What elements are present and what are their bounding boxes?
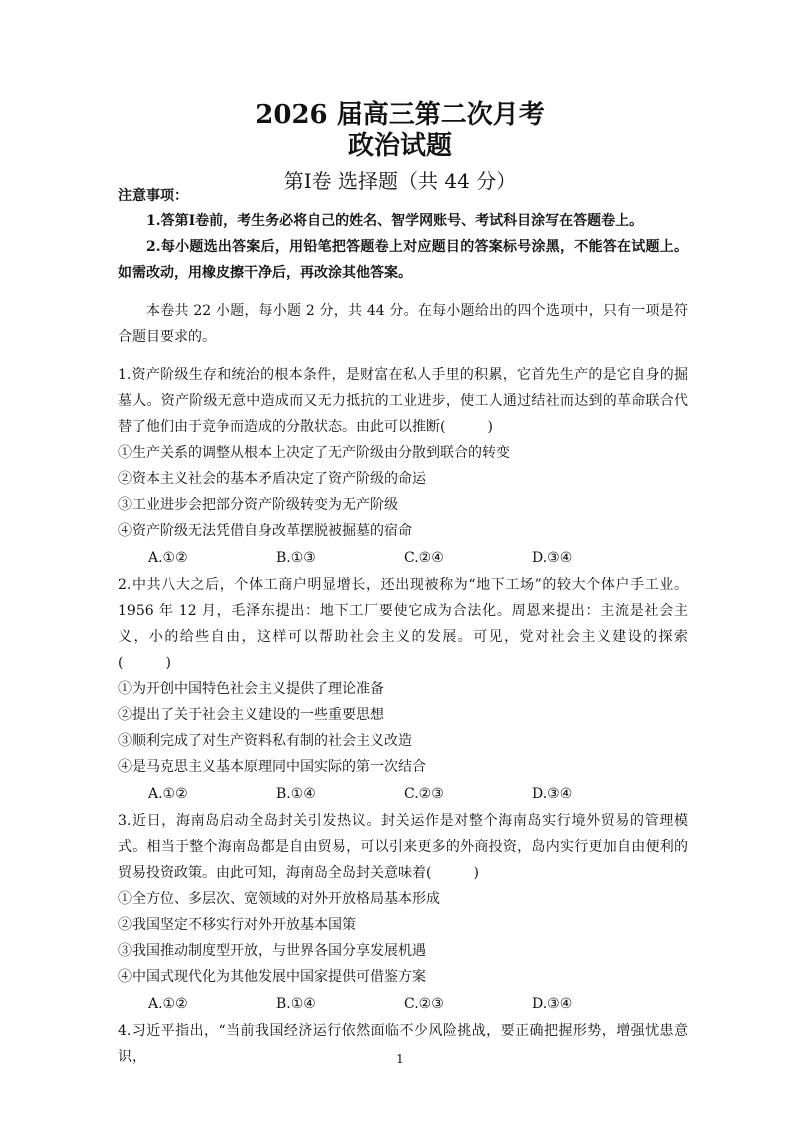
option-1: ①生产关系的调整从根本上决定了无产阶级由分散到联合的转变 — [118, 445, 510, 461]
option-2: ②我国坚定不移实行对外开放基本国策 — [118, 917, 356, 933]
question-stem: 1.资产阶级生存和统治的根本条件，是财富在私人手里的积累，它首先生产的是它自身的掘墓人。资产阶级无意中造成而又无力抵抗的工业进步，使工人通过结社而达到的革命联合代替了他们由于竞争而造成的分散状态。由此可以推断( ) — [118, 367, 688, 435]
choice-d: D.③④ — [532, 996, 573, 1012]
question-stem: 4.习近平指出，“当前我国经济运行依然面临不少风险挑战，要正确把握形势，增强忧患意识， — [118, 1023, 688, 1065]
answer-choices — [118, 990, 688, 1018]
option-4: ④中国式现代化为其他发展中国家提供可借鉴方案 — [118, 969, 426, 985]
notice-item: 2.每小题选出答案后，用铅笔把答题卷上对应题目的答案标号涂黑，不能答在试题上。如需改动，用橡皮擦干净后，再改涂其他答案。 — [118, 239, 688, 281]
subject-title: 政治试题 — [347, 131, 452, 161]
page-number: 1 — [396, 1052, 404, 1066]
instructions: 本卷共 22 小题，每小题 2 分，共 44 分。在每小题给出的四个选项中，只有一项是符合题目要求的。 — [118, 303, 688, 345]
choice-a: A.①② — [148, 550, 188, 566]
option-2: ②资本主义社会的基本矛盾决定了资产阶级的命运 — [118, 471, 426, 487]
option-1: ①全方位、多层次、宽领域的对外开放格局基本形成 — [118, 891, 440, 907]
question-3 — [118, 808, 688, 1018]
question-1 — [118, 362, 688, 572]
choice-d: D.③④ — [532, 786, 573, 802]
choice-c: C.②③ — [404, 996, 444, 1012]
option-3: ③工业进步会把部分资产阶级转变为无产阶级 — [118, 497, 398, 513]
answer-choices — [118, 780, 688, 808]
choice-b: B.①④ — [276, 996, 316, 1012]
question-2 — [118, 572, 688, 808]
option-4: ④资产阶级无法凭借自身改革摆脱被掘墓的宿命 — [118, 523, 412, 539]
choice-b: B.①④ — [276, 786, 316, 802]
choice-a: A.①② — [148, 786, 188, 802]
exam-title: 2026 届高三第二次月考 — [255, 100, 545, 130]
notice-heading: 注意事项： — [118, 188, 188, 204]
notice-item: 1.答第Ⅰ卷前，考生务必将自己的姓名、智学网账号、考试科目涂写在答题卷上。 — [146, 213, 644, 229]
answer-choices — [118, 544, 688, 572]
choice-a: A.①② — [148, 996, 188, 1012]
choice-b: B.①③ — [276, 550, 316, 566]
question-stem: 3.近日，海南岛启动全岛封关引发热议。封关运作是对整个海南岛实行境外贸易的管理模式。相当于整个海南岛都是自由贸易，可以引来更多的外商投资，岛内实行更加自由便利的贸易投资政策。由此可知，海南岛全岛封关意味着( ) — [118, 813, 688, 881]
option-3: ③顺利完成了对生产资料私有制的社会主义改造 — [118, 733, 412, 749]
choice-c: C.②④ — [404, 550, 444, 566]
choice-c: C.②③ — [404, 786, 444, 802]
option-4: ④是马克思主义基本原理同中国实际的第一次结合 — [118, 759, 426, 775]
option-3: ③我国推动制度型开放，与世界各国分享发展机遇 — [118, 943, 426, 959]
exam-body — [118, 184, 688, 1070]
option-2: ②提出了关于社会主义建设的一些重要思想 — [118, 707, 384, 723]
section-title: 第Ⅰ卷 选择题（共 44 分） — [283, 169, 517, 193]
option-1: ①为开创中国特色社会主义提供了理论准备 — [118, 681, 384, 697]
question-stem: 2.中共八大之后，个体工商户明显增长，还出现被称为“地下工场”的较大个体户手工业。1956 年 12 月，毛泽东提出：地下工厂要使它成为合法化。周恩来提出：主流是社会主义，小的给些自由，这样可以帮助社会主义的发展。可见，党对社会主义建设的探索( ) — [118, 577, 688, 671]
choice-d: D.③④ — [532, 550, 573, 566]
